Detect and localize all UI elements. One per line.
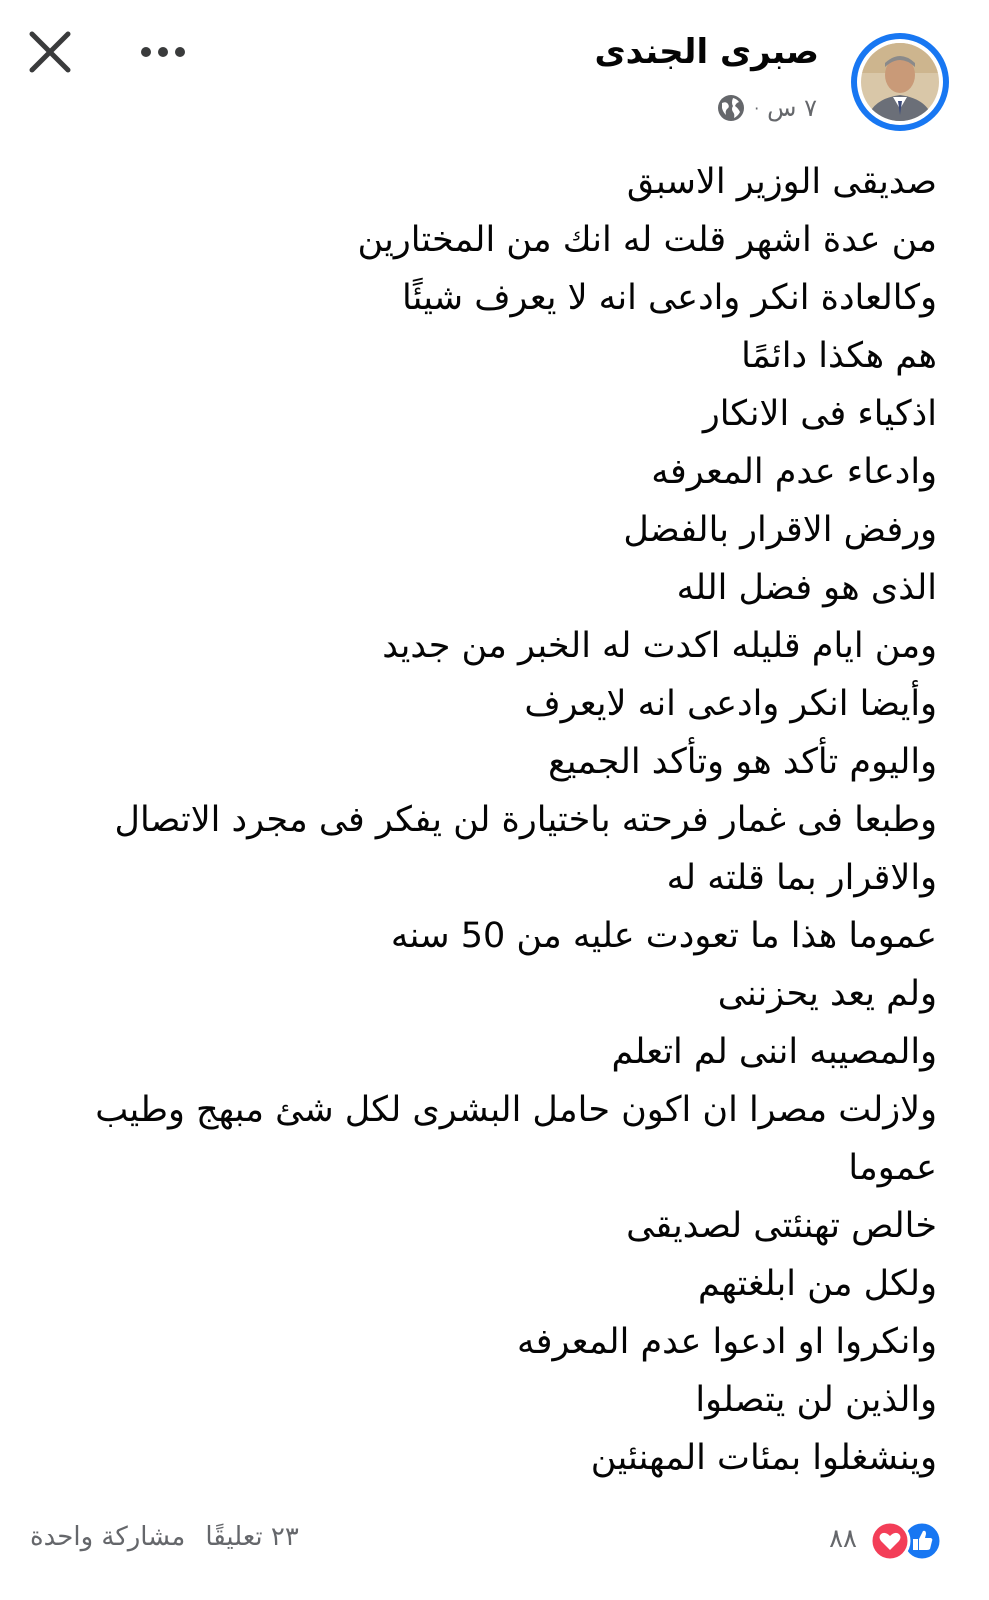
post-line: ولكل من ابلغتهم — [698, 1264, 937, 1304]
globe-icon — [716, 93, 746, 123]
post-line: واليوم تأكد هو وتأكد الجميع — [548, 742, 937, 782]
avatar-photo — [861, 43, 939, 121]
close-button[interactable] — [24, 26, 76, 78]
post-line: ولم يعد يحزننى — [717, 974, 937, 1014]
reaction-count: ٨٨ — [829, 1524, 857, 1554]
post-footer — [0, 1510, 989, 1570]
post-line: وكالعادة انكر وادعى انه لا يعرف شيئًا — [401, 278, 937, 318]
post-line: هم هكذا دائمًا — [741, 336, 937, 376]
close-icon — [24, 26, 76, 78]
post-line: خالص تهنئتى لصديقى — [626, 1206, 937, 1246]
post-line: اذكياء فى الانكار — [702, 394, 937, 434]
engagement-stats — [30, 1522, 299, 1552]
avatar[interactable] — [851, 33, 949, 131]
post-line: وانكروا او ادعوا عدم المعرفه — [517, 1322, 937, 1362]
post-text — [57, 153, 937, 1487]
author-name[interactable]: صبرى الجندى — [594, 32, 819, 72]
post-line: صديقى الوزير الاسبق — [626, 162, 937, 202]
post-line: ورفض الاقرار بالفضل — [623, 510, 937, 550]
post-line: الذى هو فضل الله — [676, 568, 937, 608]
meta-separator: · — [754, 98, 760, 118]
post-line: والاقرار بما قلته له — [666, 858, 937, 898]
post-line: وادعاء عدم المعرفه — [651, 452, 937, 492]
post-line: ومن ايام قليله اكدت له الخبر من جديد — [382, 626, 937, 666]
reactions-summary[interactable] — [793, 1518, 943, 1562]
shares-count[interactable]: مشاركة واحدة — [30, 1522, 186, 1552]
post-line: وأيضا انكر وادعى انه لايعرف — [524, 684, 937, 724]
post-meta — [716, 90, 817, 126]
more-icon — [138, 38, 194, 66]
post-line: وينشغلوا بمئات المهنئين — [590, 1438, 937, 1478]
post-line: من عدة اشهر قلت له انك من المختارين — [357, 220, 937, 260]
post-line: والمصيبه اننى لم اتعلم — [611, 1032, 937, 1072]
post-line: ولازلت مصرا ان اكون حامل البشرى لكل شئ مبهج وطيب — [95, 1090, 937, 1130]
love-icon — [869, 1520, 911, 1562]
post-line: والذين لن يتصلوا — [695, 1380, 937, 1420]
more-options-button[interactable] — [138, 38, 194, 66]
post-line: عموما — [848, 1148, 937, 1188]
post-time[interactable]: ٧ س — [767, 94, 817, 122]
post-line: عموما هذا ما تعودت عليه من 50 سنه — [390, 916, 937, 956]
comments-count[interactable]: ٢٣ تعليقًا — [205, 1522, 299, 1552]
post-line: وطبعا فى غمار فرحته باختيارة لن يفكر فى مجرد الاتصال — [114, 800, 937, 840]
